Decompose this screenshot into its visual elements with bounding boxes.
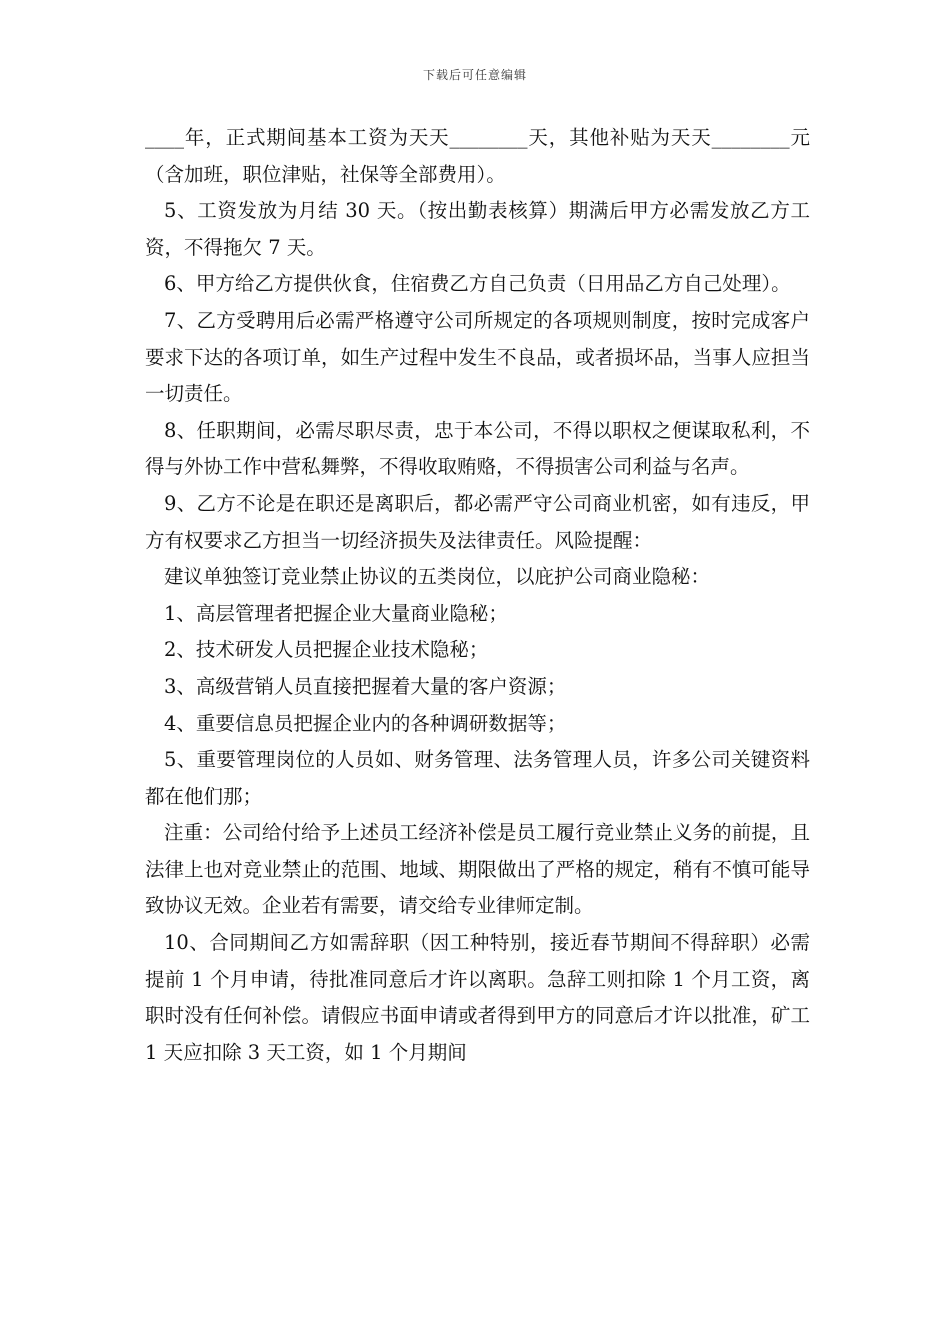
list-item-risk-1: 1、高层管理者把握企业大量商业隐秘； xyxy=(164,601,508,625)
document-body xyxy=(145,120,810,1071)
paragraph-risk-intro: 建议单独签订竞业禁止协议的五类岗位，以庇护公司商业隐秘： xyxy=(164,565,711,589)
paragraph-clause-8: 8、任职期间，必需尽职尽责，忠于本公司，不得以职权之便谋取私利，不得与外协工作中营私舞弊，不得收取贿赂，不得损害公司利益与名声。 xyxy=(145,418,810,479)
page-header: 下载后可任意编辑 xyxy=(422,68,527,82)
paragraph-note: 注重：公司给付给予上述员工经济补偿是员工履行竞业禁止义务的前提，且法律上也对竞业禁止的范围、地域、期限做出了严格的规定，稍有不慎可能导致协议无效。企业若有需要，请交给专业律师定制。 xyxy=(145,821,810,918)
list-item-risk-5: 5、重要管理岗位的人员如、财务管理、法务管理人员，许多公司关键资料都在他们那； xyxy=(145,748,810,808)
paragraph-clause-7: 7、乙方受聘用后必需严格遵守公司所规定的各项规则制度，按时完成客户要求下达的各项订单，如生产过程中发生不良品，或者损坏品，当事人应担当一切责任。 xyxy=(145,308,810,406)
list-item-risk-2: 2、技术研发人员把握企业技术隐秘； xyxy=(164,638,489,662)
paragraph-clause-9: 9、乙方不论是在职还是离职后，都必需严守公司商业机密，如有违反，甲方有权要求乙方担当一切经济损失及法律责任。风险提醒： xyxy=(145,491,810,552)
list-item-risk-3: 3、高级营销人员直接把握着大量的客户资源； xyxy=(164,674,567,698)
paragraph-clause-5: 5、工资发放为月结 30 天。（按出勤表核算）期满后甲方必需发放乙方工资，不得拖欠 7 天。 xyxy=(145,199,810,259)
list-item-risk-4: 4、重要信息员把握企业内的各种调研数据等； xyxy=(164,711,567,735)
paragraph-clause-10: 10、合同期间乙方如需辞职（因工种特别，接近春节期间不得辞职）必需提前 1 个月申请，待批准同意后才许以离职。急辞工则扣除 1 个月工资，离职时没有任何补偿。请假应书面申请或者得到甲方的同意后才许以批准，矿工 1 天应扣除 3 天工资，如 1 个月期间 xyxy=(145,931,810,1064)
paragraph-salary: ____年，正式期间基本工资为天天________天，其他补贴为天天________元（含加班，职位津贴，社保等全部费用）。 xyxy=(145,126,810,186)
paragraph-clause-6: 6、甲方给乙方提供伙食，住宿费乙方自己负责（日用品乙方自己处理）。 xyxy=(164,272,791,296)
